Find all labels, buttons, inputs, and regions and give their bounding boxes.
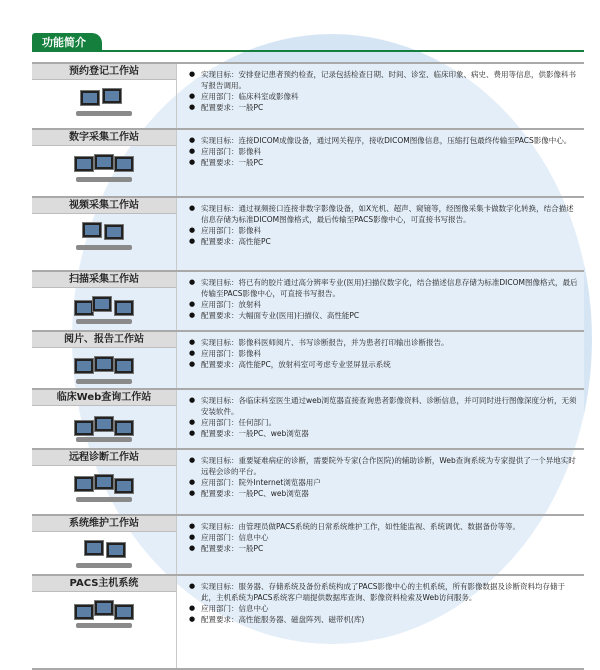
row-label-cell [32, 390, 177, 448]
description-item: ● 应用部门：影像科 [189, 225, 578, 236]
header-rule [32, 50, 584, 52]
workstation-image [72, 538, 136, 568]
row-label-cell [32, 576, 177, 668]
row-title: 临床Web查询工作站 [32, 390, 176, 406]
description-item: ● 应用部门：临床科室或影像科 [189, 91, 578, 102]
description-item: ● 实现目标：由管理员做PACS系统的日常系统维护工作，如性能监视、系统调优、数据备份等等。 [189, 521, 578, 532]
desk-icon [76, 379, 132, 384]
row-title: PACS主机系统 [32, 576, 176, 592]
description-item: ● 应用部门：信息中心 [189, 532, 578, 543]
workstation-image [72, 294, 136, 324]
row-title: 系统维护工作站 [32, 516, 176, 532]
desk-icon [76, 563, 132, 568]
description-item: ● 实现目标：将已有的胶片通过高分辨率专业(医用)扫描仪数字化，结合描述信息存储为标准DICOM图像格式，最后传输至PACS影像中心，可直接书写报告。 [189, 277, 578, 299]
section-title: 功能简介 [42, 36, 86, 49]
workstation-image [72, 472, 136, 502]
monitor-icon [74, 156, 94, 172]
workstation-row [32, 390, 584, 450]
description-item: ● 应用部门：信息中心 [189, 603, 578, 614]
monitor-icon [74, 476, 94, 492]
description-item: ● 应用部门：任何部门。 [189, 417, 578, 428]
description-item: ● 实现目标：各临床科室医生通过web浏览器直接查询患者影像资料、诊断信息，并可同时进行图像深度分析，无须安装软件。 [189, 395, 578, 417]
description-item: ● 配置要求：一般PC [189, 157, 578, 168]
description-item: ● 实现目标：连接DICOM成像设备，通过网关程序，接收DICOM图像信息，压缩打包最终传输至PACS影像中心。 [189, 135, 578, 146]
row-title: 预约登记工作站 [32, 64, 176, 80]
row-label-cell [32, 450, 177, 514]
monitor-icon [74, 358, 94, 374]
description-item: ● 实现目标：安排登记患者预约检查，记录包括检查日期、时间、诊室、临床印象、病史、费用等信息，供影像科书写报告调用。 [189, 69, 578, 91]
description-item: ● 实现目标：影像科医师阅片、书写诊断报告，并为患者打印输出诊断报告。 [189, 337, 578, 348]
monitor-icon [114, 420, 134, 436]
description-item: ● 应用部门：院外Internet浏览器用户 [189, 477, 578, 488]
workstation-row [32, 272, 584, 332]
row-title: 扫描采集工作站 [32, 272, 176, 288]
row-label-cell [32, 198, 177, 270]
workstation-image [72, 598, 136, 628]
monitor-icon [114, 156, 134, 172]
row-description [177, 516, 584, 574]
monitor-icon [82, 222, 102, 238]
monitor-icon [114, 300, 134, 316]
row-title: 阅片、报告工作站 [32, 332, 176, 348]
row-label-cell [32, 64, 177, 128]
desk-icon [76, 111, 132, 116]
description-item: ● 配置要求：一般PC、web浏览器 [189, 428, 578, 439]
workstation-row [32, 198, 584, 272]
description-item: ● 实现目标：通过视频接口连接非数字影像设备，如X光机、超声、窥镜等，经图像采集卡做数字化转换，结合描述信息存储为标准DICOM图像格式，最后传输至PACS影像中心，可直接书写报告。 [189, 203, 578, 225]
monitor-icon [94, 416, 114, 432]
monitor-icon [104, 224, 124, 240]
workstation-image [72, 86, 136, 116]
desk-icon [76, 319, 132, 324]
workstation-image [72, 152, 136, 182]
row-label-cell [32, 516, 177, 574]
description-item: ● 应用部门：影像科 [189, 146, 578, 157]
workstation-table [32, 62, 584, 670]
row-description [177, 272, 584, 330]
workstation-image [72, 412, 136, 442]
desk-icon [76, 623, 132, 628]
row-title: 数字采集工作站 [32, 130, 176, 146]
monitor-icon [106, 542, 126, 558]
monitor-icon [94, 600, 114, 616]
description-item: ● 配置要求：一般PC [189, 543, 578, 554]
workstation-row [32, 450, 584, 516]
workstation-row [32, 576, 584, 670]
description-item: ● 配置要求：高性能PC，放射科室可考虑专业竖屏显示系统 [189, 359, 578, 370]
monitor-icon [92, 296, 112, 312]
workstation-row [32, 62, 584, 130]
desk-icon [76, 245, 132, 250]
monitor-icon [74, 420, 94, 436]
description-item: ● 配置要求：高性能服务器、磁盘阵列、磁带机(库) [189, 614, 578, 625]
desk-icon [76, 437, 132, 442]
row-label-cell [32, 272, 177, 330]
description-item: ● 配置要求：一般PC、web浏览器 [189, 488, 578, 499]
row-description [177, 198, 584, 270]
workstation-row [32, 516, 584, 576]
monitor-icon [94, 474, 114, 490]
desk-icon [76, 177, 132, 182]
row-description [177, 390, 584, 448]
workstation-row [32, 130, 584, 198]
monitor-icon [94, 154, 114, 170]
row-description [177, 64, 584, 128]
monitor-icon [94, 356, 114, 372]
monitor-icon [80, 90, 100, 106]
description-item: ● 应用部门：影像科 [189, 348, 578, 359]
row-label-cell [32, 130, 177, 196]
description-item: ● 配置要求：高性能PC [189, 236, 578, 247]
row-description [177, 130, 584, 196]
monitor-icon [74, 604, 94, 620]
description-item: ● 配置要求：一般PC [189, 102, 578, 113]
monitor-icon [102, 88, 122, 104]
description-item: ● 配置要求：大幅面专业(医用)扫描仪、高性能PC [189, 310, 578, 321]
row-description [177, 576, 584, 668]
monitor-icon [74, 300, 94, 316]
description-item: ● 应用部门：放射科 [189, 299, 578, 310]
monitor-icon [114, 358, 134, 374]
monitor-icon [114, 604, 134, 620]
desk-icon [76, 497, 132, 502]
row-description [177, 450, 584, 514]
row-label-cell [32, 332, 177, 388]
workstation-row [32, 332, 584, 390]
workstation-image [72, 220, 136, 250]
description-item: ● 实现目标：服务器、存储系统及备份系统构成了PACS影像中心的主机系统，所有影像数据及诊断资料均存储于此，主机系统为PACS系统客户端提供数据库查询、影像资料检索及Web访问服务。 [189, 581, 578, 603]
monitor-icon [84, 540, 104, 556]
monitor-icon [114, 478, 134, 494]
row-title: 视频采集工作站 [32, 198, 176, 214]
row-title: 远程诊断工作站 [32, 450, 176, 466]
description-item: ● 实现目标：重要疑难病症的诊断，需要院外专家(合作医院)的辅助诊断，Web查询系统为专家提供了一个异地实时远程会诊的平台。 [189, 455, 578, 477]
row-description [177, 332, 584, 388]
workstation-image [72, 354, 136, 384]
